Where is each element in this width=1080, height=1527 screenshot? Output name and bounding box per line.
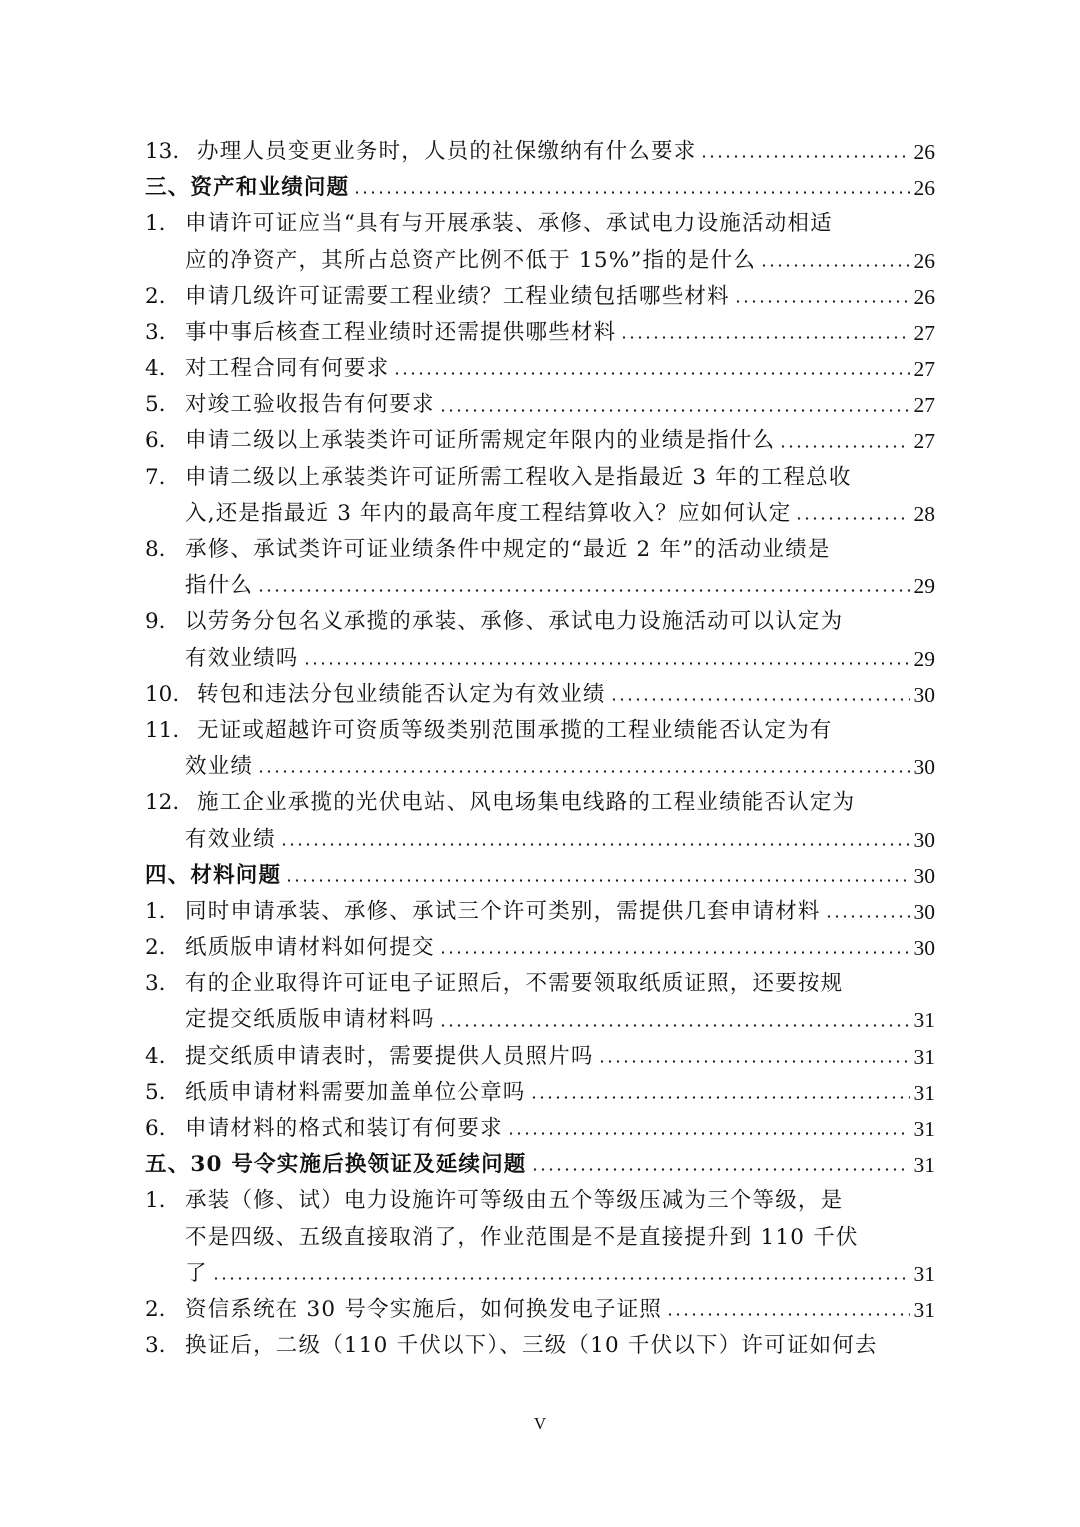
toc-entry-number: 6.: [145, 428, 166, 454]
toc-entry-text: 对工程合同有何要求: [185, 356, 390, 382]
toc-page-number: 30: [913, 682, 935, 707]
toc-entry: [145, 1003, 935, 1039]
dot-leader: [666, 1310, 909, 1319]
toc-page-number: 28: [913, 501, 935, 526]
toc-entry-text: 入,还是指最近 3 年内的最高年度工程结算收入？应如何认定: [185, 500, 792, 526]
toc-entry-text: 事中事后核查工程业绩时还需提供哪些材料: [185, 319, 617, 345]
toc-entry-number: 2.: [145, 1296, 166, 1322]
toc-section-heading: [145, 858, 935, 894]
toc-entry: [145, 460, 935, 496]
toc-entry-text: 不是四级、五级直接取消了，作业范围是不是直接提升到 110 千伏: [185, 1224, 859, 1250]
toc-entry-number: 5.: [145, 392, 166, 418]
toc-page-number: 27: [913, 429, 935, 454]
toc-entry-text: 纸质申请材料需要加盖单位公章吗: [185, 1079, 526, 1105]
toc-entry-number: 1.: [145, 1188, 166, 1214]
dot-leader: [700, 152, 909, 161]
toc-entry-text: 有效业绩吗: [185, 645, 299, 671]
toc-page-number: 26: [913, 139, 935, 164]
toc-page-number: 30: [913, 863, 935, 888]
dot-leader: [285, 876, 909, 885]
toc-entry-number: 9.: [145, 609, 166, 635]
toc-entry: [145, 134, 935, 170]
dot-leader: [530, 1093, 910, 1102]
toc-entry-number: 10.: [145, 681, 180, 707]
toc-page-number: 30: [913, 936, 935, 961]
toc-entry: [145, 677, 935, 713]
toc-entry-number: 5.: [145, 1079, 166, 1105]
toc-page-number: 26: [913, 176, 935, 201]
toc-entry-text: 无证或超越许可资质等级类别范围承揽的工程业绩能否认定为有: [197, 717, 833, 743]
dot-leader: [257, 586, 909, 595]
toc-page-number: 26: [913, 284, 935, 309]
toc-entry: [145, 1183, 935, 1219]
dot-leader: [620, 333, 909, 342]
toc-entry-number: 4.: [145, 1043, 166, 1069]
toc-entry-text: 资信系统在 30 号令实施后，如何换发电子证照: [185, 1296, 663, 1322]
toc-entry: [145, 424, 935, 460]
toc-entry-text: 换证后，二级（110 千伏以下）、三级（10 千伏以下）许可证如何去: [185, 1333, 878, 1359]
toc-page-number: 27: [913, 357, 935, 382]
dot-leader: [610, 695, 910, 704]
toc-entry: [145, 1111, 935, 1147]
toc-entry: [145, 206, 935, 242]
toc-section-heading: [145, 170, 935, 206]
page-number: V: [533, 1414, 547, 1433]
dot-leader: [779, 442, 909, 451]
toc-entry-text: 定提交纸质版申请材料吗: [185, 1007, 435, 1033]
toc-entry-number: 12.: [145, 790, 180, 816]
toc-page-number: 31: [913, 1153, 935, 1178]
toc-heading-text: 四、材料问题: [145, 862, 282, 888]
toc-entry: [145, 496, 935, 532]
dot-leader: [303, 659, 910, 668]
toc-entry-number: 3.: [145, 319, 166, 345]
toc-entry: [145, 894, 935, 930]
toc-entry-number: 3.: [145, 971, 166, 997]
toc-entry-text: 应的净资产，其所占总资产比例不低于 15%”指的是什么: [185, 247, 757, 273]
toc-entry-number: 7.: [145, 464, 166, 490]
toc-entry: [145, 713, 935, 749]
toc-entry: [145, 785, 935, 821]
dot-leader: [598, 1057, 910, 1066]
toc-entry-number: 1.: [145, 211, 166, 237]
toc-page-number: 30: [913, 899, 935, 924]
dot-leader: [393, 369, 909, 378]
toc-section-heading: [145, 1147, 935, 1183]
dot-leader: [507, 1129, 910, 1138]
dot-leader: [439, 948, 910, 957]
toc-page-number: 31: [913, 1297, 935, 1322]
toc-entry: [145, 822, 935, 858]
toc-page-number: 31: [913, 1117, 935, 1142]
dot-leader: [280, 840, 910, 849]
toc-entry-text: 对竣工验收报告有何要求: [185, 392, 435, 418]
toc-entry: [145, 532, 935, 568]
toc-heading-text: 五、30 号令实施后换领证及延续问题: [145, 1152, 527, 1178]
toc-entry-text: 效业绩: [185, 754, 254, 780]
toc-entry: [145, 749, 935, 785]
dot-leader: [439, 1021, 910, 1030]
toc-entry-number: 8.: [145, 537, 166, 563]
toc-entry: [145, 641, 935, 677]
toc-entry-text: 转包和违法分包业绩能否认定为有效业绩: [197, 681, 606, 707]
toc-page-number: 27: [913, 320, 935, 345]
toc-entry: [145, 1328, 935, 1364]
toc-page-number: 30: [913, 755, 935, 780]
toc-entry-text: 申请二级以上承装类许可证所需规定年限内的业绩是指什么: [185, 428, 776, 454]
toc-entry: [145, 568, 935, 604]
toc-entry: [145, 966, 935, 1002]
dot-leader: [212, 1274, 910, 1283]
toc-page-number: 31: [913, 1080, 935, 1105]
toc-entry: [145, 604, 935, 640]
toc-entry-number: 1.: [145, 898, 166, 924]
toc-page-number: 31: [913, 1044, 935, 1069]
toc-page-number: 29: [913, 646, 935, 671]
toc-entry-text: 提交纸质申请表时，需要提供人员照片吗: [185, 1043, 594, 1069]
toc-entry-text: 办理人员变更业务时，人员的社保缴纳有什么要求: [197, 138, 697, 164]
toc-entry: [145, 1039, 935, 1075]
toc-entry-number: 4.: [145, 356, 166, 382]
toc-entry: [145, 1256, 935, 1292]
toc-entry-text: 申请几级许可证需要工程业绩？工程业绩包括哪些材料: [185, 283, 730, 309]
toc-entry-number: 3.: [145, 1333, 166, 1359]
toc-entry-text: 承修、承试类许可证业绩条件中规定的“最近 2 年”的活动业绩是: [185, 537, 831, 563]
toc-entry-text: 申请材料的格式和装订有何要求: [185, 1116, 503, 1142]
toc-entry: [145, 351, 935, 387]
toc-entry: [145, 279, 935, 315]
dot-leader: [734, 297, 910, 306]
toc-entry-text: 申请许可证应当“具有与开展承装、承修、承试电力设施活动相适: [185, 211, 833, 237]
toc-page-number: 30: [913, 827, 935, 852]
toc-entry: [145, 1075, 935, 1111]
dot-leader: [825, 912, 910, 921]
toc-page-number: 29: [913, 574, 935, 599]
toc-entry-number: 2.: [145, 935, 166, 961]
dot-leader: [795, 514, 909, 523]
toc-entry-text: 以劳务分包名义承揽的承装、承修、承试电力设施活动可以认定为: [185, 609, 844, 635]
toc-entry-number: 13.: [145, 138, 180, 164]
toc-entry-number: 11.: [145, 717, 180, 743]
toc-entry-number: 6.: [145, 1116, 166, 1142]
toc-entry-text: 指什么: [185, 573, 254, 599]
toc-entry: [145, 930, 935, 966]
dot-leader: [531, 1165, 910, 1174]
toc-entry-text: 施工企业承揽的光伏电站、风电场集电线路的工程业绩能否认定为: [197, 790, 856, 816]
dot-leader: [257, 767, 909, 776]
toc-page-number: 31: [913, 1008, 935, 1033]
toc-heading-text: 三、资产和业绩问题: [145, 175, 350, 201]
toc-entry-text: 有效业绩: [185, 826, 276, 852]
toc-entry-text: 同时申请承装、承修、承试三个许可类别，需提供几套申请材料: [185, 898, 821, 924]
toc-entry-number: 2.: [145, 283, 166, 309]
toc-entry-text: 纸质版申请材料如何提交: [185, 935, 435, 961]
toc-entry: [145, 1220, 935, 1256]
toc-entry-text: 了: [185, 1260, 208, 1286]
toc-entry: [145, 243, 935, 279]
dot-leader: [760, 261, 909, 270]
toc-entry: [145, 315, 935, 351]
toc-page-number: 31: [913, 1261, 935, 1286]
toc-entry: [145, 387, 935, 423]
toc-page-number: 27: [913, 393, 935, 418]
toc-entry: [145, 1292, 935, 1328]
toc-page-number: 26: [913, 248, 935, 273]
dot-leader: [353, 188, 909, 197]
table-of-contents: [145, 134, 935, 1364]
toc-entry-text: 有的企业取得许可证电子证照后，不需要领取纸质证照，还要按规: [185, 971, 844, 997]
dot-leader: [439, 406, 910, 415]
toc-entry-text: 申请二级以上承装类许可证所需工程收入是指最近 3 年的工程总收: [185, 464, 852, 490]
toc-entry-text: 承装（修、试）电力设施许可等级由五个等级压减为三个等级，是: [185, 1188, 844, 1214]
